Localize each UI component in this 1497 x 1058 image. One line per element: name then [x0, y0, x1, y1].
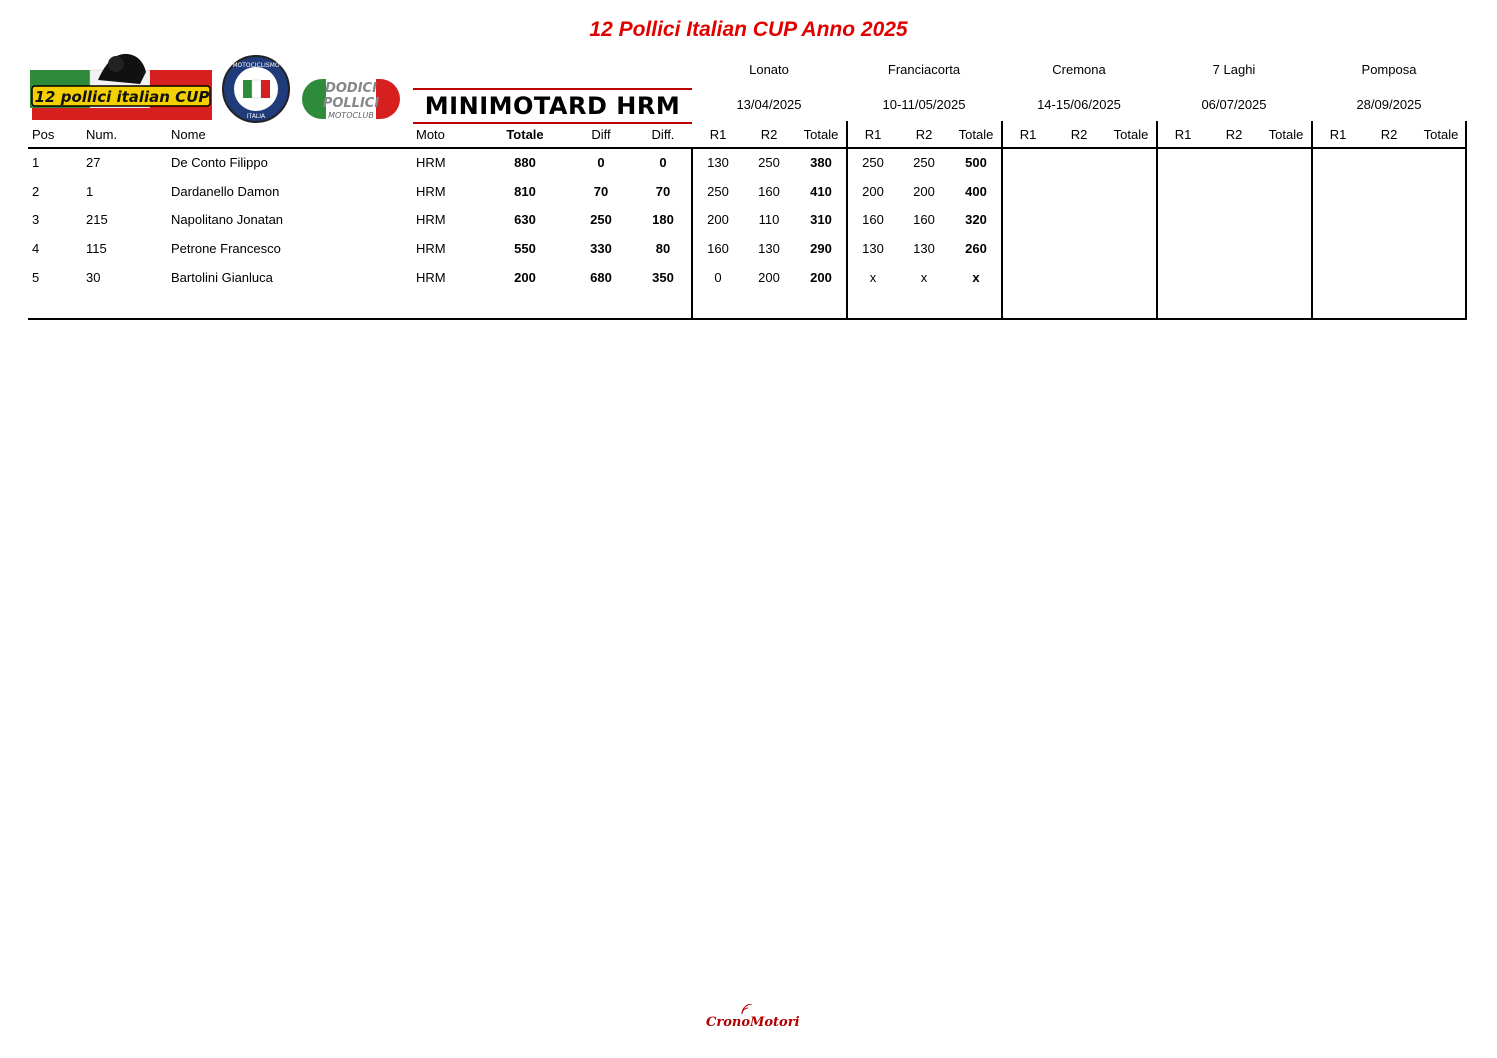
- row-race-total: 310: [810, 212, 832, 228]
- column-divider: [1465, 121, 1467, 320]
- row-num: 115: [86, 241, 107, 257]
- col-header-r2: R2: [1070, 127, 1088, 142]
- venue-date: 28/09/2025: [1356, 97, 1422, 112]
- row-diff2: 70: [655, 183, 671, 199]
- cup-logo: [28, 50, 216, 124]
- row-nome: Petrone Francesco: [171, 241, 281, 257]
- column-divider: [846, 121, 848, 320]
- col-header-r2: R2: [915, 127, 933, 142]
- column-divider: [1156, 121, 1158, 320]
- row-r2: 160: [758, 183, 780, 199]
- row-nome: Bartolini Gianluca: [171, 269, 273, 285]
- row-r2: 130: [758, 241, 780, 257]
- column-divider: [1311, 121, 1313, 320]
- venue-name: 7 Laghi: [1212, 62, 1256, 77]
- row-pos: 2: [32, 183, 40, 199]
- row-r1: 200: [707, 212, 729, 228]
- row-r1: 250: [862, 155, 884, 170]
- row-race-total: 380: [810, 155, 832, 170]
- row-race-total: 400: [965, 183, 987, 199]
- row-pos: 1: [32, 155, 40, 170]
- row-num: 30: [86, 269, 101, 285]
- row-diff2: 0: [659, 155, 667, 170]
- row-r1: 160: [707, 241, 729, 257]
- row-num: 215: [86, 212, 108, 228]
- row-r1: 250: [707, 183, 729, 199]
- club-logo: [298, 76, 404, 122]
- row-r1: 130: [862, 241, 884, 257]
- venue-name: Lonato: [749, 62, 789, 77]
- row-r1: x: [869, 269, 877, 285]
- row-race-total: 260: [965, 241, 987, 257]
- col-header-r2: R2: [760, 127, 778, 142]
- venue-name: Pomposa: [1361, 62, 1417, 77]
- col-header-totale-race: Totale: [803, 127, 839, 142]
- row-diff: 250: [590, 212, 612, 228]
- row-diff2: 180: [652, 212, 674, 228]
- venue-name: Franciacorta: [887, 62, 961, 77]
- venue-date: 14-15/06/2025: [1037, 97, 1121, 112]
- row-race-total: 320: [965, 212, 987, 228]
- row-race-total: 290: [810, 241, 832, 257]
- row-r2: 130: [913, 241, 935, 257]
- venue-date: 06/07/2025: [1201, 97, 1267, 112]
- row-r2: 110: [758, 212, 780, 228]
- col-header-totale-race: Totale: [1113, 127, 1149, 142]
- col-header-r1: R1: [709, 127, 727, 142]
- row-nome: De Conto Filippo: [171, 155, 268, 170]
- col-header-diff2: Diff.: [651, 127, 675, 142]
- svg-text:POLLICI: POLLICI: [322, 96, 380, 111]
- row-totale: 810: [514, 183, 536, 199]
- row-diff: 330: [590, 241, 612, 257]
- row-pos: 5: [32, 269, 40, 285]
- row-num: 1: [86, 183, 94, 199]
- col-header-r1: R1: [864, 127, 882, 142]
- row-totale: 550: [514, 241, 536, 257]
- venue-date: 10-11/05/2025: [882, 97, 966, 112]
- row-totale: 630: [514, 212, 536, 228]
- col-header-totale-race: Totale: [1268, 127, 1304, 142]
- col-header-r2: R2: [1380, 127, 1398, 142]
- row-r1: 130: [707, 155, 729, 170]
- col-header-moto: Moto: [416, 127, 445, 142]
- row-totale: 200: [514, 269, 536, 285]
- row-r1: 200: [862, 183, 884, 199]
- col-header-num: Num.: [86, 127, 118, 142]
- col-header-totale-race: Totale: [1423, 127, 1459, 142]
- header-divider: [28, 147, 1467, 149]
- row-totale: 880: [514, 155, 536, 170]
- row-r2: 250: [758, 155, 780, 170]
- row-moto: HRM: [416, 212, 446, 228]
- col-header-r2: R2: [1225, 127, 1243, 142]
- column-divider: [691, 148, 693, 320]
- row-num: 27: [86, 155, 101, 170]
- row-nome: Napolitano Jonatan: [171, 212, 284, 228]
- svg-text:ITALIA: ITALIA: [246, 113, 266, 120]
- footer-brand: CronoMotori: [706, 1015, 800, 1030]
- row-r1: 160: [862, 212, 884, 228]
- row-race-total: 500: [965, 155, 987, 170]
- row-r2: 200: [913, 183, 935, 199]
- row-moto: HRM: [416, 155, 446, 170]
- row-race-total: x: [972, 269, 980, 285]
- table-bottom-border: [28, 318, 1467, 320]
- svg-text:12 pollici italian CUP: 12 pollici italian CUP: [34, 88, 210, 106]
- svg-text:DODICI: DODICI: [325, 81, 377, 96]
- row-r2: 250: [913, 155, 935, 170]
- row-moto: HRM: [416, 183, 446, 199]
- row-r1: 0: [714, 269, 722, 285]
- col-header-r1: R1: [1174, 127, 1192, 142]
- row-diff: 680: [590, 269, 612, 285]
- row-r2: 160: [913, 212, 935, 228]
- row-diff: 70: [593, 183, 609, 199]
- col-header-nome: Nome: [171, 127, 206, 142]
- col-header-totale-race: Totale: [958, 127, 994, 142]
- col-header-r1: R1: [1329, 127, 1347, 142]
- row-pos: 3: [32, 212, 40, 228]
- row-pos: 4: [32, 241, 40, 257]
- page-title: 12 Pollici Italian CUP Anno 2025: [589, 18, 908, 41]
- venue-date: 13/04/2025: [736, 97, 802, 112]
- col-header-diff: Diff: [591, 127, 611, 142]
- row-moto: HRM: [416, 269, 446, 285]
- badge-logo: [221, 54, 291, 124]
- column-divider: [1001, 121, 1003, 320]
- row-race-total: 200: [810, 269, 832, 285]
- svg-text:MOTOCLUB: MOTOCLUB: [328, 111, 374, 120]
- category-title: MINIMOTARD HRM: [413, 88, 692, 124]
- col-header-r1: R1: [1019, 127, 1037, 142]
- col-header-pos: Pos: [32, 127, 55, 142]
- row-diff2: 80: [655, 241, 671, 257]
- row-nome: Dardanello Damon: [171, 183, 280, 199]
- svg-text:MOTOCICLISMO: MOTOCICLISMO: [232, 62, 280, 69]
- row-r2: x: [920, 269, 928, 285]
- row-race-total: 410: [810, 183, 832, 199]
- venue-name: Cremona: [1052, 62, 1106, 77]
- row-diff2: 350: [652, 269, 674, 285]
- row-r2: 200: [758, 269, 780, 285]
- col-header-totale: Totale: [506, 127, 544, 142]
- row-diff: 0: [597, 155, 605, 170]
- row-moto: HRM: [416, 241, 446, 257]
